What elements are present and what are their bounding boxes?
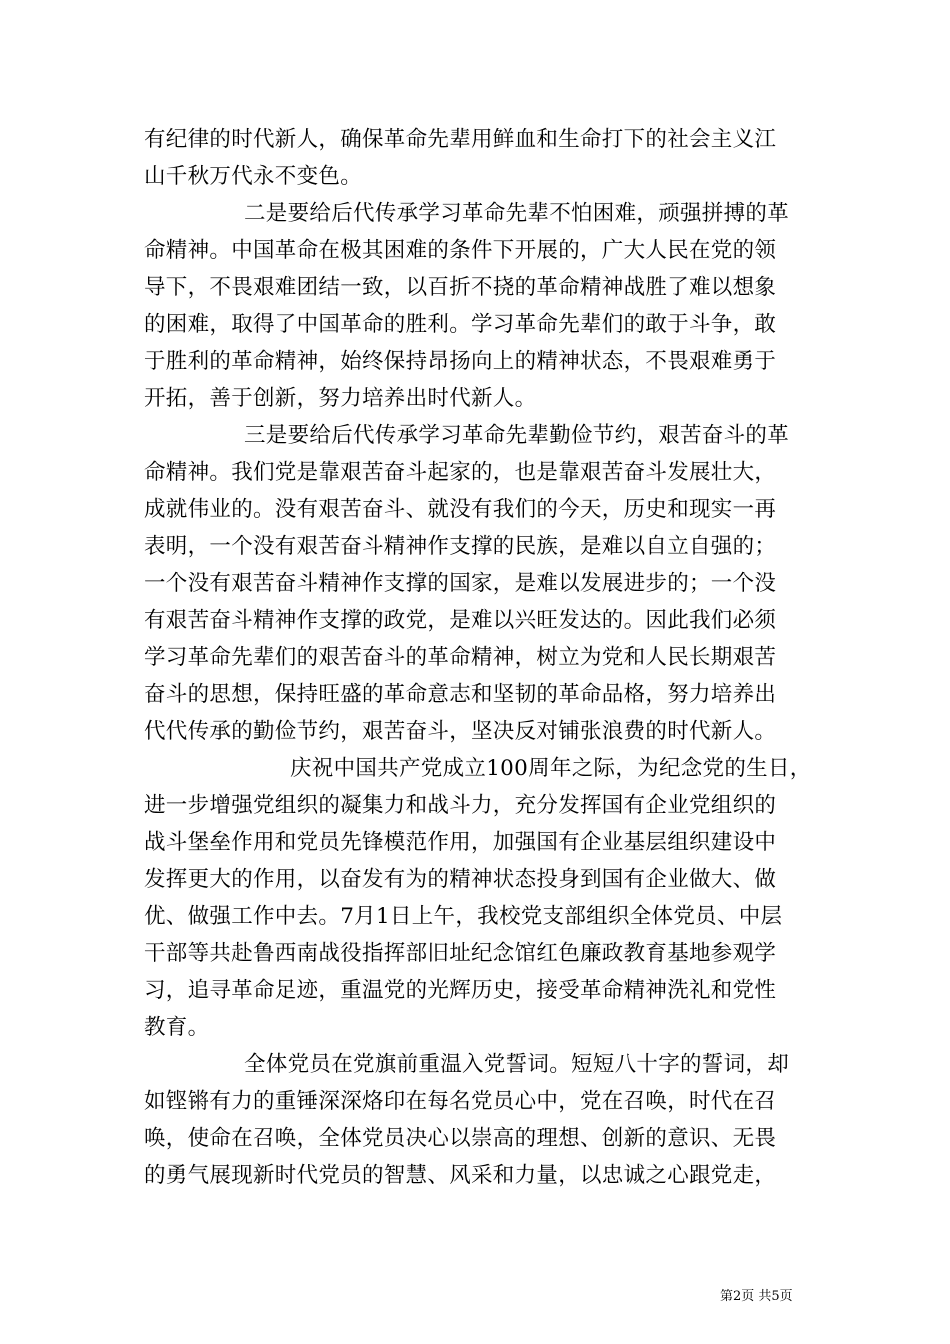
text-line: 的勇气展现新时代党员的智慧、风采和力量，以忠诚之心跟党走， bbox=[144, 1163, 777, 1188]
text-line: 代代传承的勤俭节约，艰苦奋斗，坚决反对铺张浪费的时代新人。 bbox=[144, 719, 777, 744]
paragraph-start-line: 全体党员在党旗前重温入党誓词。短短八十字的誓词，却 bbox=[244, 1052, 790, 1077]
text-line: 有纪律的时代新人，确保革命先辈用鲜血和生命打下的社会主义江 bbox=[144, 127, 777, 152]
text-line: 开拓，善于创新，努力培养出时代新人。 bbox=[144, 386, 537, 411]
text-line: 命精神。我们党是靠艰苦奋斗起家的，也是靠艰苦奋斗发展壮大， bbox=[144, 460, 777, 485]
text-line: 优、做强工作中去。7月1日上午，我校党支部组织全体党员、中层 bbox=[144, 904, 783, 929]
text-line: 成就伟业的。没有艰苦奋斗、就没有我们的今天，历史和现实一再 bbox=[144, 497, 777, 522]
text-line: 干部等共赴鲁西南战役指挥部旧址纪念馆红色廉政教育基地参观学 bbox=[144, 941, 777, 966]
text-line: 山千秋万代永不变色。 bbox=[144, 164, 363, 189]
text-line: 表明，一个没有艰苦奋斗精神作支撑的民族，是难以自立自强的； bbox=[144, 534, 777, 559]
text-line: 有艰苦奋斗精神作支撑的政党，是难以兴旺发达的。因此我们必须 bbox=[144, 608, 777, 633]
paragraph-start-line: 庆祝中国共产党成立100周年之际，为纪念党的生日， bbox=[290, 756, 812, 781]
text-line: 习，追寻革命足迹，重温党的光辉历史，接受革命精神洗礼和党性 bbox=[144, 978, 777, 1003]
text-line: 教育。 bbox=[144, 1015, 210, 1040]
text-line: 奋斗的思想，保持旺盛的革命意志和坚韧的革命品格，努力培养出 bbox=[144, 682, 777, 707]
text-line: 的困难，取得了中国革命的胜利。学习革命先辈们的敢于斗争，敢 bbox=[144, 312, 777, 337]
text-line: 学习革命先辈们的艰苦奋斗的革命精神，树立为党和人民长期艰苦 bbox=[144, 645, 777, 670]
page-number-footer: 第2页 共5页 bbox=[720, 1289, 793, 1304]
text-line: 于胜利的革命精神，始终保持昂扬向上的精神状态，不畏艰难勇于 bbox=[144, 349, 777, 374]
paragraph-start-line: 二是要给后代传承学习革命先辈不怕困难，顽强拼搏的革 bbox=[244, 201, 790, 226]
text-line: 唤，使命在召唤，全体党员决心以崇高的理想、创新的意识、无畏 bbox=[144, 1126, 777, 1151]
text-line: 一个没有艰苦奋斗精神作支撑的国家，是难以发展进步的；一个没 bbox=[144, 571, 777, 596]
text-line: 发挥更大的作用，以奋发有为的精神状态投身到国有企业做大、做 bbox=[144, 867, 777, 892]
text-line: 战斗堡垒作用和党员先锋模范作用，加强国有企业基层组织建设中 bbox=[144, 830, 777, 855]
text-line: 进一步增强党组织的凝集力和战斗力，充分发挥国有企业党组织的 bbox=[144, 793, 777, 818]
text-line: 命精神。中国革命在极其困难的条件下开展的，广大人民在党的领 bbox=[144, 238, 777, 263]
text-line: 导下，不畏艰难团结一致，以百折不挠的革命精神战胜了难以想象 bbox=[144, 275, 777, 300]
paragraph-start-line: 三是要给后代传承学习革命先辈勤俭节约，艰苦奋斗的革 bbox=[244, 423, 790, 448]
text-line: 如铿锵有力的重锤深深烙印在每名党员心中，党在召唤，时代在召 bbox=[144, 1089, 777, 1114]
